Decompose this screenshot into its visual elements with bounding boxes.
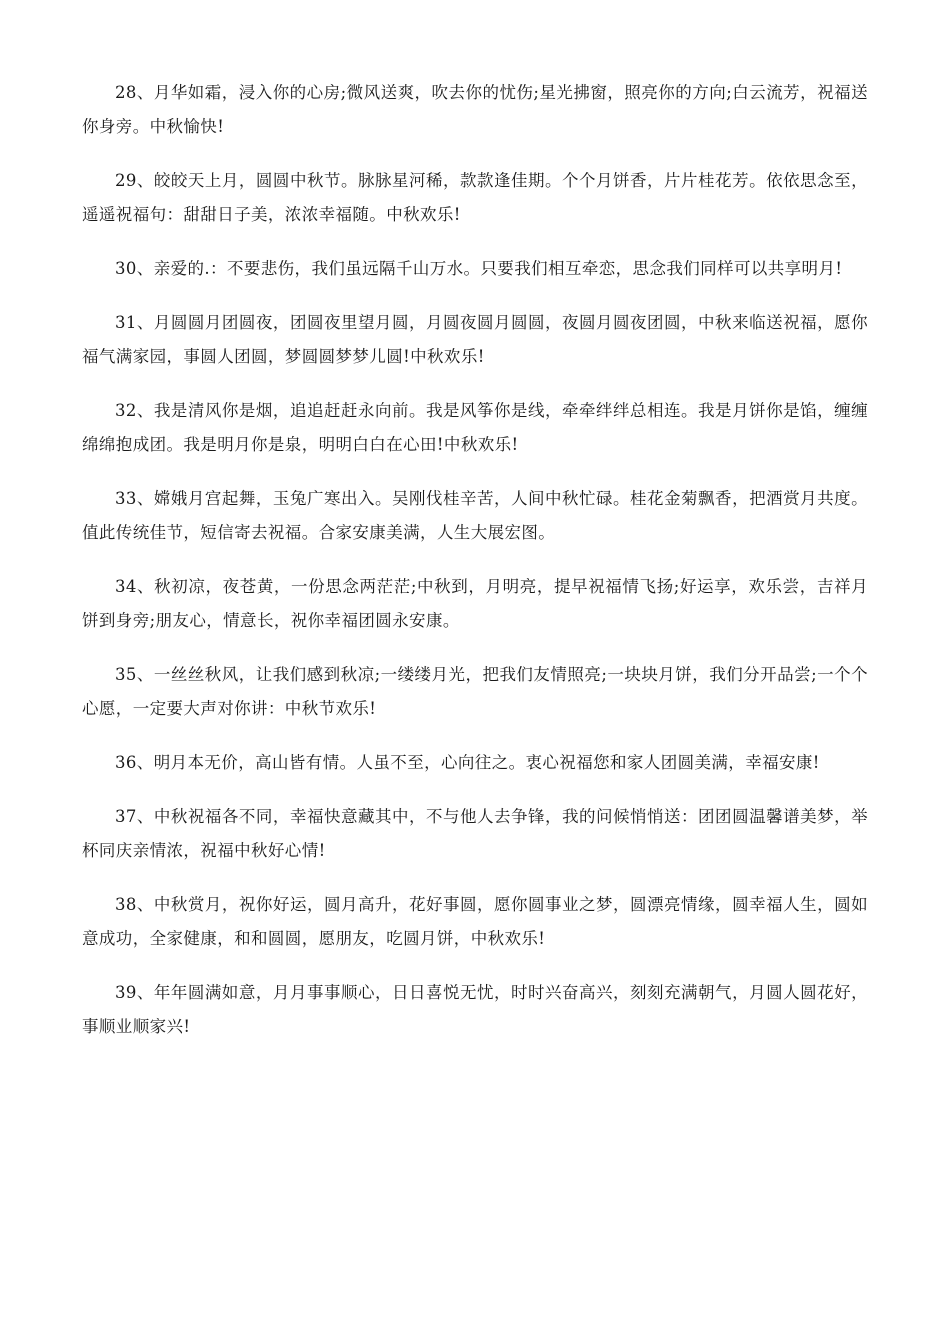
paragraph-37: 37、中秋祝福各不同，幸福快意藏其中，不与他人去争锋，我的问候悄悄送：团团圆温馨谱美梦，举杯同庆亲情浓，祝福中秋好心情!	[82, 807, 868, 860]
document-body	[82, 76, 868, 1064]
paragraph-36: 36、明月本无价，高山皆有情。人虽不至，心向往之。衷心祝福您和家人团圆美满，幸福安康!	[115, 753, 820, 772]
paragraph-32: 32、我是清风你是烟，追追赶赶永向前。我是风筝你是线，牵牵绊绊总相连。我是月饼你是馅，缠缠绵绵抱成团。我是明月你是泉，明明白白在心田!中秋欢乐!	[82, 401, 868, 454]
paragraph-28: 28、月华如霜，浸入你的心房;微风送爽，吹去你的忧伤;星光拂窗，照亮你的方向;白云流芳，祝福送你身旁。中秋愉快!	[82, 83, 868, 136]
paragraph-34: 34、秋初凉，夜苍黄，一份思念两茫茫;中秋到，月明亮，提早祝福情飞扬;好运享，欢乐尝，吉祥月饼到身旁;朋友心，情意长，祝你幸福团圆永安康。	[82, 577, 868, 630]
paragraph-29: 29、皎皎天上月，圆圆中秋节。脉脉星河稀，款款逢佳期。个个月饼香，片片桂花芳。依依思念至，遥遥祝福句：甜甜日子美，浓浓幸福随。中秋欢乐!	[82, 171, 868, 224]
paragraph-38: 38、中秋赏月，祝你好运，圆月高升，花好事圆，愿你圆事业之梦，圆漂亮情缘，圆幸福人生，圆如意成功，全家健康，和和圆圆，愿朋友，吃圆月饼，中秋欢乐!	[82, 895, 868, 948]
paragraph-30: 30、亲爱的.：不要悲伤，我们虽远隔千山万水。只要我们相互牵恋，思念我们同样可以共享明月!	[115, 259, 843, 278]
paragraph-39: 39、年年圆满如意，月月事事顺心，日日喜悦无忧，时时兴奋高兴，刻刻充满朝气，月圆人圆花好，事顺业顺家兴!	[82, 983, 868, 1036]
paragraph-31: 31、月圆圆月团圆夜，团圆夜里望月圆，月圆夜圆月圆圆，夜圆月圆夜团圆，中秋来临送祝福，愿你福气满家园，事圆人团圆，梦圆圆梦梦儿圆!中秋欢乐!	[82, 313, 868, 366]
paragraph-35: 35、一丝丝秋风，让我们感到秋凉;一缕缕月光，把我们友情照亮;一块块月饼，我们分开品尝;一个个心愿，一定要大声对你讲：中秋节欢乐!	[82, 665, 868, 718]
paragraph-33: 33、嫦娥月宫起舞，玉兔广寒出入。吴刚伐桂辛苦，人间中秋忙碌。桂花金菊飘香，把酒赏月共度。值此传统佳节，短信寄去祝福。合家安康美满，人生大展宏图。	[82, 489, 868, 542]
